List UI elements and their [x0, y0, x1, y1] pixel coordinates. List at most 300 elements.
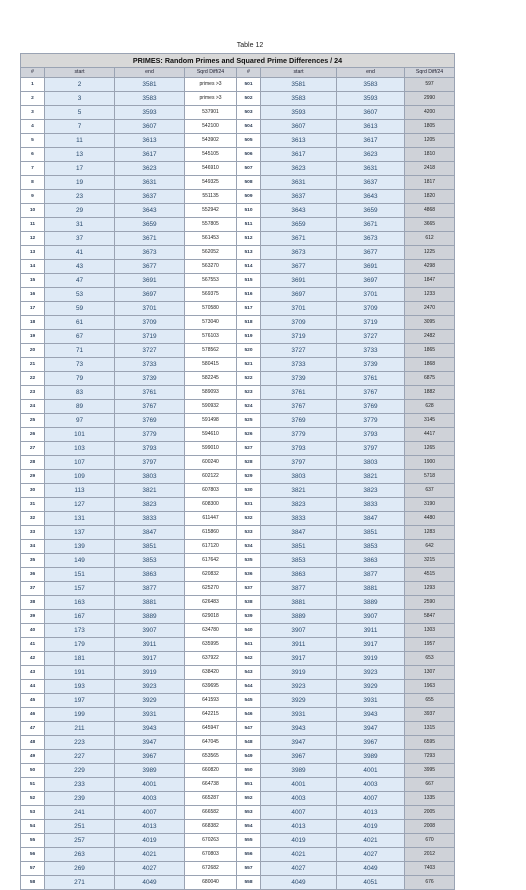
sqrd-diff-left-cell: 668382 [185, 820, 237, 834]
sqrd-diff-left-cell: 629018 [185, 610, 237, 624]
start-left-cell: 131 [45, 512, 115, 526]
start-left-cell: 157 [45, 582, 115, 596]
start-left-cell: 127 [45, 498, 115, 512]
end-right-cell: 3877 [337, 568, 405, 582]
start-right-cell: 4003 [261, 792, 337, 806]
start-left-cell: 113 [45, 484, 115, 498]
sqrd-diff-left-cell: 594610 [185, 428, 237, 442]
end-left-cell: 3877 [115, 582, 185, 596]
start-left-cell: 173 [45, 624, 115, 638]
table-row [21, 554, 455, 568]
sqrd-diff-right-cell: 1847 [405, 274, 455, 288]
table-row [21, 848, 455, 862]
end-left-cell: 3947 [115, 736, 185, 750]
start-right-cell: 3659 [261, 218, 337, 232]
end-right-cell: 3929 [337, 680, 405, 694]
row-index-left-cell: 54 [21, 820, 45, 834]
row-index-left-cell: 4 [21, 120, 45, 134]
row-index-left-cell: 52 [21, 792, 45, 806]
row-index-left-cell: 19 [21, 330, 45, 344]
end-right-cell: 3697 [337, 274, 405, 288]
start-right-cell: 3877 [261, 582, 337, 596]
end-left-cell: 3617 [115, 148, 185, 162]
start-left-cell: 83 [45, 386, 115, 400]
sqrd-diff-left-cell: 641593 [185, 694, 237, 708]
row-index-left-cell: 17 [21, 302, 45, 316]
end-right-cell: 3989 [337, 750, 405, 764]
table-row [21, 806, 455, 820]
sqrd-diff-left-cell: 590932 [185, 400, 237, 414]
sqrd-diff-right-cell: 1865 [405, 344, 455, 358]
row-index-right-cell: 523 [237, 386, 261, 400]
sqrd-diff-right-cell: 4200 [405, 106, 455, 120]
end-right-cell: 4027 [337, 848, 405, 862]
start-right-cell: 4001 [261, 778, 337, 792]
row-index-right-cell: 506 [237, 148, 261, 162]
table-row [21, 582, 455, 596]
row-index-left-cell: 53 [21, 806, 45, 820]
row-index-left-cell: 35 [21, 554, 45, 568]
start-left-cell: 271 [45, 876, 115, 890]
sqrd-diff-left-cell: 570580 [185, 302, 237, 316]
end-left-cell: 3931 [115, 708, 185, 722]
start-right-cell: 3911 [261, 638, 337, 652]
end-right-cell: 4021 [337, 834, 405, 848]
sqrd-diff-right-cell: 676 [405, 876, 455, 890]
sqrd-diff-left-cell: 611447 [185, 512, 237, 526]
start-left-cell: 5 [45, 106, 115, 120]
sqrd-diff-right-cell: 2470 [405, 302, 455, 316]
row-index-right-cell: 555 [237, 834, 261, 848]
row-index-right-cell: 553 [237, 806, 261, 820]
sqrd-diff-left-cell: 542100 [185, 120, 237, 134]
start-right-cell: 3761 [261, 386, 337, 400]
start-right-cell: 3643 [261, 204, 337, 218]
row-index-right-cell: 522 [237, 372, 261, 386]
start-left-cell: 37 [45, 232, 115, 246]
sqrd-diff-right-cell: 2005 [405, 806, 455, 820]
row-index-left-cell: 21 [21, 358, 45, 372]
sqrd-diff-right-cell: 653 [405, 652, 455, 666]
start-left-cell: 23 [45, 190, 115, 204]
table-row [21, 876, 455, 890]
table-row [21, 512, 455, 526]
row-index-left-cell: 45 [21, 694, 45, 708]
sqrd-diff-left-cell: 660820 [185, 764, 237, 778]
sqrd-diff-left-cell: 625270 [185, 582, 237, 596]
row-index-left-cell: 9 [21, 190, 45, 204]
end-right-cell: 3847 [337, 512, 405, 526]
row-index-right-cell: 556 [237, 848, 261, 862]
end-right-cell: 3607 [337, 106, 405, 120]
sqrd-diff-right-cell: 670 [405, 834, 455, 848]
sqrd-diff-right-cell: 1315 [405, 722, 455, 736]
sqrd-diff-right-cell: 655 [405, 694, 455, 708]
row-index-right-cell: 512 [237, 232, 261, 246]
start-right-cell: 3583 [261, 92, 337, 106]
table-row [21, 400, 455, 414]
sqrd-diff-right-cell: 1283 [405, 526, 455, 540]
table-row [21, 498, 455, 512]
row-index-left-cell: 8 [21, 176, 45, 190]
table-row [21, 260, 455, 274]
end-right-cell: 3779 [337, 414, 405, 428]
table-row [21, 484, 455, 498]
table-row [21, 274, 455, 288]
sqrd-diff-left-cell: 580415 [185, 358, 237, 372]
end-right-cell: 3719 [337, 316, 405, 330]
end-right-cell: 3919 [337, 652, 405, 666]
start-right-cell: 3943 [261, 722, 337, 736]
start-right-cell: 3727 [261, 344, 337, 358]
row-index-right-cell: 504 [237, 120, 261, 134]
sqrd-diff-right-cell: 4868 [405, 204, 455, 218]
primes-table [20, 53, 455, 890]
row-index-left-cell: 50 [21, 764, 45, 778]
table-row [21, 680, 455, 694]
end-right-cell: 3821 [337, 470, 405, 484]
end-right-cell: 3691 [337, 260, 405, 274]
sqrd-diff-left-cell: 576103 [185, 330, 237, 344]
row-index-left-cell: 7 [21, 162, 45, 176]
row-index-left-cell: 28 [21, 456, 45, 470]
sqrd-diff-right-cell: 3995 [405, 764, 455, 778]
end-right-cell: 3917 [337, 638, 405, 652]
row-index-right-cell: 526 [237, 428, 261, 442]
table-row [21, 708, 455, 722]
row-index-right-cell: 503 [237, 106, 261, 120]
start-left-cell: 269 [45, 862, 115, 876]
start-right-cell: 3917 [261, 652, 337, 666]
row-index-left-cell: 32 [21, 512, 45, 526]
start-right-cell: 3863 [261, 568, 337, 582]
end-left-cell: 3613 [115, 134, 185, 148]
end-left-cell: 3637 [115, 190, 185, 204]
start-right-cell: 3907 [261, 624, 337, 638]
end-left-cell: 3701 [115, 302, 185, 316]
end-right-cell: 3709 [337, 302, 405, 316]
end-left-cell: 3911 [115, 638, 185, 652]
table-title: PRIMES: Random Primes and Squared Prime Differences / 24 [21, 54, 455, 68]
row-index-right-cell: 520 [237, 344, 261, 358]
end-right-cell: 3967 [337, 736, 405, 750]
start-left-cell: 163 [45, 596, 115, 610]
row-index-right-cell: 532 [237, 512, 261, 526]
end-left-cell: 3967 [115, 750, 185, 764]
start-left-cell: 2 [45, 78, 115, 92]
sqrd-diff-right-cell: 1303 [405, 624, 455, 638]
table-row [21, 442, 455, 456]
start-right-cell: 4007 [261, 806, 337, 820]
table-row [21, 778, 455, 792]
sqrd-diff-left-cell: 617120 [185, 540, 237, 554]
row-index-right-cell: 507 [237, 162, 261, 176]
table-row [21, 526, 455, 540]
start-left-cell: 29 [45, 204, 115, 218]
table-row [21, 148, 455, 162]
sqrd-diff-right-cell: 1957 [405, 638, 455, 652]
row-index-left-cell: 56 [21, 848, 45, 862]
column-header-row [21, 68, 455, 78]
start-right-cell: 3671 [261, 232, 337, 246]
col-header-diff-right: Sqrd Diff/24 [405, 68, 455, 78]
sqrd-diff-left-cell: 600240 [185, 456, 237, 470]
end-left-cell: 3761 [115, 386, 185, 400]
row-index-left-cell: 16 [21, 288, 45, 302]
row-index-right-cell: 543 [237, 666, 261, 680]
start-left-cell: 89 [45, 400, 115, 414]
start-left-cell: 71 [45, 344, 115, 358]
sqrd-diff-left-cell: 591498 [185, 414, 237, 428]
end-right-cell: 3833 [337, 498, 405, 512]
row-index-left-cell: 23 [21, 386, 45, 400]
end-right-cell: 3673 [337, 232, 405, 246]
end-left-cell: 3881 [115, 596, 185, 610]
end-left-cell: 3779 [115, 428, 185, 442]
row-index-left-cell: 24 [21, 400, 45, 414]
row-index-left-cell: 14 [21, 260, 45, 274]
sqrd-diff-left-cell: 545105 [185, 148, 237, 162]
sqrd-diff-right-cell: 1963 [405, 680, 455, 694]
sqrd-diff-right-cell: 3145 [405, 414, 455, 428]
start-right-cell: 3613 [261, 134, 337, 148]
sqrd-diff-right-cell: 2418 [405, 162, 455, 176]
end-left-cell: 3593 [115, 106, 185, 120]
end-right-cell: 3889 [337, 596, 405, 610]
row-index-right-cell: 518 [237, 316, 261, 330]
table-row [21, 750, 455, 764]
sqrd-diff-left-cell: 546910 [185, 162, 237, 176]
row-index-left-cell: 49 [21, 750, 45, 764]
sqrd-diff-right-cell: 1810 [405, 148, 455, 162]
row-index-left-cell: 18 [21, 316, 45, 330]
row-index-right-cell: 539 [237, 610, 261, 624]
start-left-cell: 179 [45, 638, 115, 652]
end-right-cell: 3583 [337, 78, 405, 92]
sqrd-diff-left-cell: 573040 [185, 316, 237, 330]
start-right-cell: 4049 [261, 876, 337, 890]
end-right-cell: 3643 [337, 190, 405, 204]
sqrd-diff-right-cell: 642 [405, 540, 455, 554]
end-left-cell: 3929 [115, 694, 185, 708]
row-index-left-cell: 34 [21, 540, 45, 554]
end-left-cell: 3697 [115, 288, 185, 302]
start-left-cell: 7 [45, 120, 115, 134]
sqrd-diff-right-cell: 4480 [405, 512, 455, 526]
row-index-left-cell: 22 [21, 372, 45, 386]
sqrd-diff-right-cell: 5847 [405, 610, 455, 624]
end-left-cell: 3823 [115, 498, 185, 512]
start-right-cell: 3823 [261, 498, 337, 512]
row-index-left-cell: 38 [21, 596, 45, 610]
row-index-left-cell: 48 [21, 736, 45, 750]
sqrd-diff-right-cell: 1900 [405, 456, 455, 470]
start-right-cell: 3617 [261, 148, 337, 162]
sqrd-diff-left-cell: 647045 [185, 736, 237, 750]
row-index-left-cell: 20 [21, 344, 45, 358]
start-right-cell: 3793 [261, 442, 337, 456]
table-row [21, 610, 455, 624]
end-left-cell: 3677 [115, 260, 185, 274]
start-left-cell: 59 [45, 302, 115, 316]
sqrd-diff-left-cell: 635995 [185, 638, 237, 652]
sqrd-diff-left-cell: 666582 [185, 806, 237, 820]
start-right-cell: 3967 [261, 750, 337, 764]
start-left-cell: 61 [45, 316, 115, 330]
end-left-cell: 3673 [115, 246, 185, 260]
table-row [21, 456, 455, 470]
end-left-cell: 3793 [115, 442, 185, 456]
end-left-cell: 3739 [115, 372, 185, 386]
start-right-cell: 3947 [261, 736, 337, 750]
end-left-cell: 3607 [115, 120, 185, 134]
sqrd-diff-left-cell: 563270 [185, 260, 237, 274]
row-index-left-cell: 15 [21, 274, 45, 288]
table-row [21, 596, 455, 610]
table-row [21, 162, 455, 176]
row-index-right-cell: 511 [237, 218, 261, 232]
start-left-cell: 109 [45, 470, 115, 484]
table-row [21, 190, 455, 204]
col-header-end-left: end [115, 68, 185, 78]
start-right-cell: 3919 [261, 666, 337, 680]
end-left-cell: 3631 [115, 176, 185, 190]
sqrd-diff-left-cell: 608300 [185, 498, 237, 512]
row-index-left-cell: 6 [21, 148, 45, 162]
end-right-cell: 3803 [337, 456, 405, 470]
start-left-cell: 233 [45, 778, 115, 792]
sqrd-diff-left-cell: 670803 [185, 848, 237, 862]
sqrd-diff-left-cell: 664738 [185, 778, 237, 792]
row-index-right-cell: 525 [237, 414, 261, 428]
end-right-cell: 3823 [337, 484, 405, 498]
sqrd-diff-right-cell: 3665 [405, 218, 455, 232]
end-left-cell: 3719 [115, 330, 185, 344]
end-left-cell: 3851 [115, 540, 185, 554]
start-left-cell: 137 [45, 526, 115, 540]
end-right-cell: 3907 [337, 610, 405, 624]
start-right-cell: 3803 [261, 470, 337, 484]
start-left-cell: 3 [45, 92, 115, 106]
row-index-right-cell: 502 [237, 92, 261, 106]
start-left-cell: 79 [45, 372, 115, 386]
start-left-cell: 107 [45, 456, 115, 470]
sqrd-diff-right-cell: 5718 [405, 470, 455, 484]
start-left-cell: 19 [45, 176, 115, 190]
end-left-cell: 3643 [115, 204, 185, 218]
end-right-cell: 3851 [337, 526, 405, 540]
row-index-left-cell: 30 [21, 484, 45, 498]
sqrd-diff-right-cell: 4417 [405, 428, 455, 442]
start-left-cell: 13 [45, 148, 115, 162]
sqrd-diff-left-cell: primes >3 [185, 92, 237, 106]
start-left-cell: 167 [45, 610, 115, 624]
end-right-cell: 3671 [337, 218, 405, 232]
start-right-cell: 3767 [261, 400, 337, 414]
row-index-right-cell: 501 [237, 78, 261, 92]
start-right-cell: 4027 [261, 862, 337, 876]
table-row [21, 386, 455, 400]
sqrd-diff-right-cell: 667 [405, 778, 455, 792]
sqrd-diff-right-cell: 1805 [405, 120, 455, 134]
table-row [21, 624, 455, 638]
end-right-cell: 3727 [337, 330, 405, 344]
end-right-cell: 3769 [337, 400, 405, 414]
start-left-cell: 241 [45, 806, 115, 820]
table-row [21, 302, 455, 316]
table-row [21, 372, 455, 386]
start-left-cell: 139 [45, 540, 115, 554]
end-right-cell: 3863 [337, 554, 405, 568]
sqrd-diff-left-cell: 653565 [185, 750, 237, 764]
row-index-right-cell: 546 [237, 708, 261, 722]
row-index-left-cell: 57 [21, 862, 45, 876]
sqrd-diff-left-cell: 607803 [185, 484, 237, 498]
row-index-left-cell: 25 [21, 414, 45, 428]
start-right-cell: 3719 [261, 330, 337, 344]
end-left-cell: 4003 [115, 792, 185, 806]
row-index-right-cell: 551 [237, 778, 261, 792]
sqrd-diff-right-cell: 6875 [405, 372, 455, 386]
row-index-left-cell: 13 [21, 246, 45, 260]
row-index-left-cell: 37 [21, 582, 45, 596]
row-index-right-cell: 529 [237, 470, 261, 484]
row-index-right-cell: 508 [237, 176, 261, 190]
start-left-cell: 53 [45, 288, 115, 302]
sqrd-diff-left-cell: 562052 [185, 246, 237, 260]
row-index-left-cell: 40 [21, 624, 45, 638]
sqrd-diff-left-cell: 637922 [185, 652, 237, 666]
end-left-cell: 3889 [115, 610, 185, 624]
end-left-cell: 3989 [115, 764, 185, 778]
end-right-cell: 3761 [337, 372, 405, 386]
start-left-cell: 67 [45, 330, 115, 344]
row-index-right-cell: 505 [237, 134, 261, 148]
table-row [21, 92, 455, 106]
row-index-right-cell: 535 [237, 554, 261, 568]
table-row [21, 820, 455, 834]
start-left-cell: 199 [45, 708, 115, 722]
sqrd-diff-left-cell: 569375 [185, 288, 237, 302]
start-right-cell: 3697 [261, 288, 337, 302]
table-row [21, 288, 455, 302]
start-left-cell: 11 [45, 134, 115, 148]
start-left-cell: 257 [45, 834, 115, 848]
row-index-left-cell: 36 [21, 568, 45, 582]
start-right-cell: 3673 [261, 246, 337, 260]
row-index-left-cell: 5 [21, 134, 45, 148]
sqrd-diff-right-cell: 3095 [405, 316, 455, 330]
row-index-right-cell: 544 [237, 680, 261, 694]
sqrd-diff-left-cell: 551135 [185, 190, 237, 204]
sqrd-diff-left-cell: primes >3 [185, 78, 237, 92]
end-right-cell: 3911 [337, 624, 405, 638]
start-right-cell: 3889 [261, 610, 337, 624]
row-index-left-cell: 1 [21, 78, 45, 92]
table-row [21, 204, 455, 218]
end-left-cell: 3803 [115, 470, 185, 484]
end-right-cell: 3659 [337, 204, 405, 218]
start-right-cell: 3769 [261, 414, 337, 428]
row-index-left-cell: 51 [21, 778, 45, 792]
row-index-left-cell: 3 [21, 106, 45, 120]
table-row [21, 232, 455, 246]
end-left-cell: 3917 [115, 652, 185, 666]
end-left-cell: 3581 [115, 78, 185, 92]
end-left-cell: 3727 [115, 344, 185, 358]
row-index-right-cell: 513 [237, 246, 261, 260]
end-left-cell: 3853 [115, 554, 185, 568]
